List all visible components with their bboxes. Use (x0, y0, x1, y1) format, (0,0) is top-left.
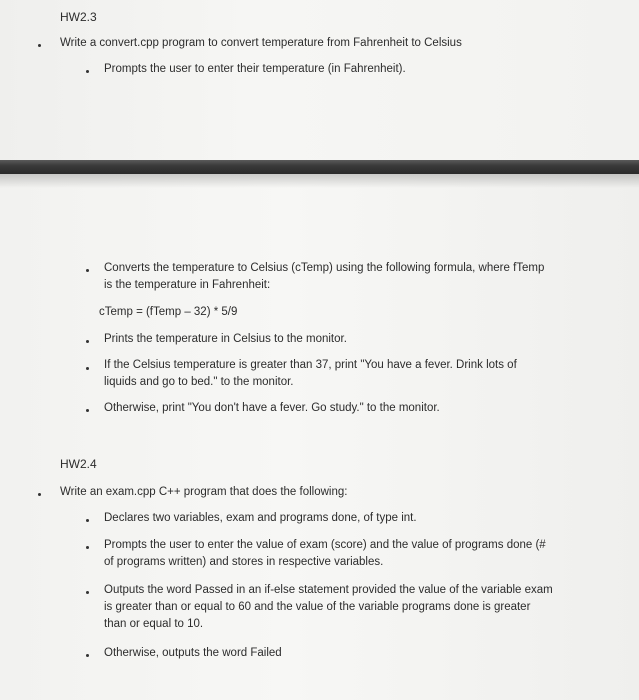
hw24-prompts-item-line1: Prompts the user to enter the value of exam (score) and the value of programs done (# (104, 539, 546, 551)
bullet-dot (86, 519, 89, 522)
hw24-outputs-item-line2: is greater than or equal to 60 and the value of the variable programs done is greater (104, 601, 531, 613)
hw23-task: Write a convert.cpp program to convert temperature from Fahrenheit to Celsius (60, 37, 462, 49)
hw23-heading: HW2.3 (60, 10, 97, 24)
hw23-fever-item-line1: If the Celsius temperature is greater than 37, print "You have a fever. Drink lots of (104, 359, 517, 371)
hw24-outputs-item-line1: Outputs the word Passed in an if-else statement provided the value of the variable exam (104, 584, 553, 596)
bullet-dot (86, 409, 89, 412)
bullet-dot (86, 367, 89, 370)
hw23-fever-item-line2: liquids and go to bed." to the monitor. (104, 376, 294, 388)
hw24-declares-item: Declares two variables, exam and programs done, of type int. (104, 512, 417, 524)
hw23-prompt-item: Prompts the user to enter their temperature (in Fahrenheit). (104, 63, 406, 75)
page-divider-shadow (0, 174, 639, 188)
bullet-dot (38, 493, 41, 496)
hw23-otherwise-item: Otherwise, print "You don't have a fever. Go study." to the monitor. (104, 402, 440, 414)
bullet-dot (38, 44, 41, 47)
hw24-heading: HW2.4 (60, 457, 97, 471)
hw24-task: Write an exam.cpp C++ program that does the following: (60, 486, 348, 498)
hw23-formula: cTemp = (fTemp – 32) * 5/9 (99, 306, 238, 318)
bullet-dot (86, 654, 89, 657)
bullet-dot (86, 546, 89, 549)
page-divider (0, 160, 639, 174)
document-page-bottom (0, 174, 639, 700)
hw23-convert-item-line2: is the temperature in Fahrenheit: (104, 279, 271, 291)
bullet-dot (86, 70, 89, 73)
hw24-failed-item: Otherwise, outputs the word Failed (104, 647, 282, 659)
bullet-dot (86, 591, 89, 594)
bullet-dot (86, 269, 89, 272)
bullet-dot (86, 340, 89, 343)
hw24-outputs-item-line3: than or equal to 10. (104, 618, 204, 630)
hw24-prompts-item-line2: of programs written) and stores in respective variables. (104, 556, 384, 568)
hw23-print-item: Prints the temperature in Celsius to the monitor. (104, 333, 347, 345)
hw23-convert-item-line1: Converts the temperature to Celsius (cTemp) using the following formula, where fTemp (104, 262, 545, 274)
